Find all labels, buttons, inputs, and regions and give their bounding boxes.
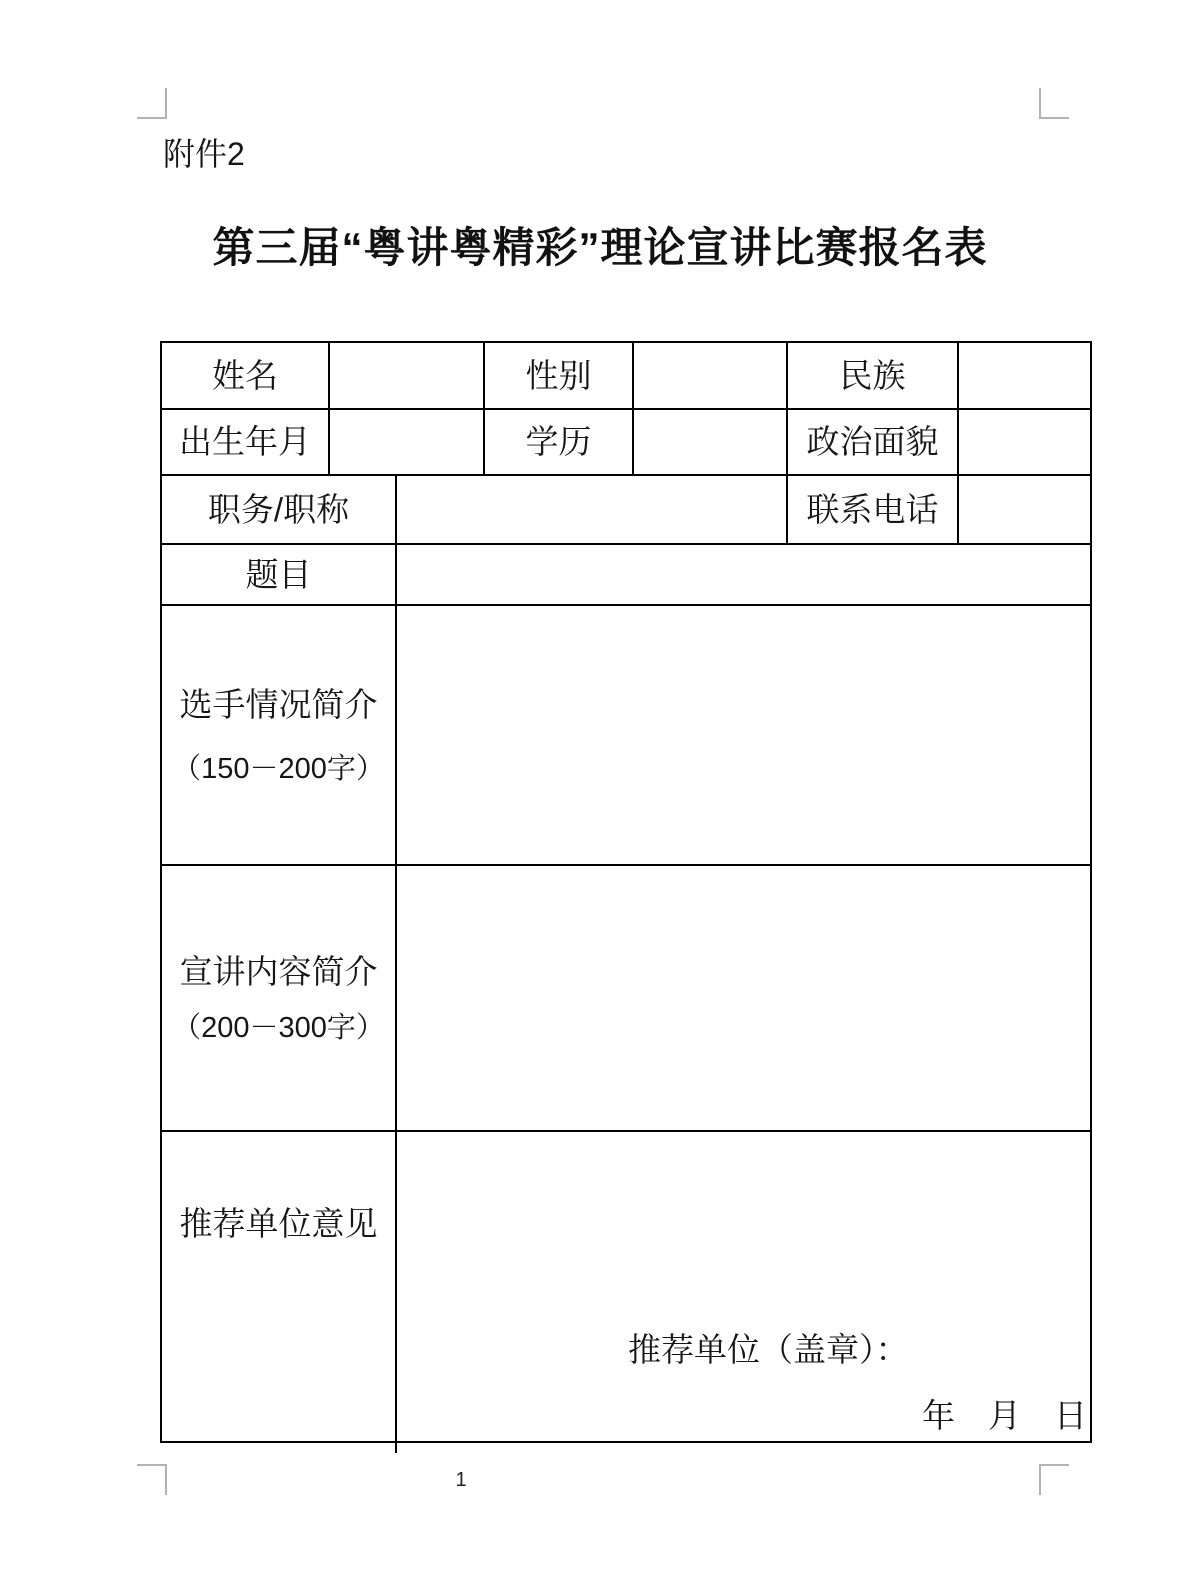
date-line-label: 年 月 日	[922, 1397, 1087, 1434]
recommend-opinion-label: 推荐单位意见	[179, 1205, 378, 1242]
ethnicity-label: 民族	[786, 343, 957, 408]
table-row-topic	[162, 543, 1090, 604]
ethnicity-value-cell[interactable]	[957, 343, 1090, 408]
crop-mark-bottom-right-icon	[1039, 1464, 1069, 1495]
topic-label: 题目	[245, 555, 312, 593]
table-row-recommend-opinion	[162, 1130, 1090, 1453]
name-value-cell[interactable]	[328, 343, 483, 408]
stamp-line-label: 推荐单位（盖章）：	[628, 1331, 909, 1368]
page-number: 1	[455, 1469, 467, 1491]
recommend-opinion-value-cell[interactable]	[395, 1132, 1090, 1453]
content-intro-hint: （200－300字）	[172, 1012, 385, 1044]
crop-mark-top-left-icon	[137, 88, 167, 119]
education-value-cell[interactable]	[632, 410, 786, 474]
table-row-contestant-intro	[162, 604, 1090, 864]
position-title-label: 职务/职称	[207, 490, 350, 528]
content-intro-value-cell[interactable]	[395, 866, 1090, 1130]
contestant-intro-label-text: 选手情况简介	[179, 686, 378, 723]
table-row-position	[162, 474, 1090, 543]
content-intro-label-text: 宣讲内容简介	[179, 953, 378, 990]
phone-value-cell[interactable]	[957, 476, 1090, 543]
birth-date-value-cell[interactable]	[328, 410, 483, 474]
political-status-label: 政治面貌	[786, 410, 957, 474]
contestant-intro-value-cell[interactable]	[395, 606, 1090, 864]
registration-form-table	[160, 341, 1092, 1443]
crop-mark-top-right-icon	[1039, 88, 1069, 119]
gender-label: 性别	[483, 343, 632, 408]
table-row-basic-2	[162, 408, 1090, 474]
table-row-basic-1	[162, 343, 1090, 408]
name-label: 姓名	[212, 356, 278, 394]
phone-label: 联系电话	[786, 476, 957, 543]
page-title: 第三届“粤讲粤精彩”理论宣讲比赛报名表	[212, 224, 988, 271]
gender-value-cell[interactable]	[632, 343, 786, 408]
position-title-value-cell[interactable]	[395, 476, 786, 543]
content-intro-label	[162, 866, 395, 1130]
education-label: 学历	[483, 410, 632, 474]
birth-date-label: 出生年月	[179, 423, 311, 460]
political-status-value-cell[interactable]	[957, 410, 1090, 474]
contestant-intro-label	[162, 606, 395, 864]
table-row-content-intro	[162, 864, 1090, 1130]
attachment-label: 附件2	[163, 136, 245, 172]
contestant-intro-hint: （150－200字）	[172, 753, 385, 785]
topic-value-cell[interactable]	[395, 545, 1090, 604]
